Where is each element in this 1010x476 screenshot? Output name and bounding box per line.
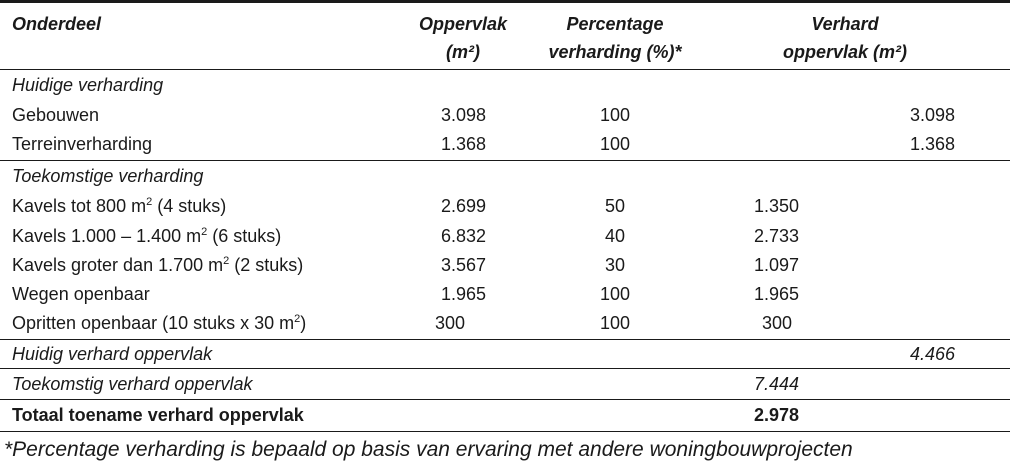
header-rule: [0, 69, 1010, 70]
row-kavels-1000-pct: 40: [604, 226, 626, 246]
row-opritten-paved: 300: [762, 313, 793, 333]
row-wegen-pct: 100: [599, 284, 631, 304]
row-kavels-800-pct: 50: [604, 196, 626, 216]
row-opritten-name: Opritten openbaar (10 stuks x 30 $m^2$): [12, 313, 307, 333]
header-onderdeel: Onderdeel: [12, 14, 102, 34]
totals-rule-2: [0, 368, 1010, 369]
section-title-future: Toekomstige verharding: [12, 166, 204, 186]
footnote: *Percentage verharding is bepaald op basis van ervaring met andere woningbouwprojecten: [4, 438, 853, 461]
row-wegen-paved: 1.965: [754, 284, 800, 304]
row-kavels-1000-area: 6.832: [440, 226, 486, 246]
row-kavels-1700-paved: 1.097: [754, 255, 800, 275]
row-kavels-1700-pct: 30: [604, 255, 626, 275]
row-wegen-name: Wegen openbaar: [12, 284, 150, 304]
header-oppervlak: Oppervlak: [418, 14, 508, 34]
total-future-value: 7.444: [754, 374, 800, 394]
total-current-label: Huidig verhard oppervlak: [12, 344, 213, 364]
total-increase-value: 2.978: [754, 405, 800, 425]
row-opritten-area: 300: [434, 313, 466, 333]
row-kavels-800-name: Kavels tot 800 $m^2$ (4 stuks): [12, 196, 227, 216]
row-terrein-name: Terreinverharding: [12, 134, 153, 154]
header-verhard-unit: oppervlak (m²): [782, 42, 908, 62]
row-terrein-area: 1.368: [440, 134, 486, 154]
row-gebouwen-name: Gebouwen: [12, 105, 100, 125]
table-top-rule: [0, 0, 1010, 3]
total-current-value: 4.466: [909, 344, 955, 364]
row-kavels-1000-name: Kavels 1.000 – 1.400 $m^2$ (6 stuks): [12, 226, 282, 246]
row-wegen-area: 1.965: [440, 284, 486, 304]
row-terrein-paved: 1.368: [909, 134, 955, 154]
row-kavels-800-area: 2.699: [440, 196, 486, 216]
total-future-label: Toekomstig verhard oppervlak: [12, 374, 253, 394]
row-terrein-pct: 100: [599, 134, 631, 154]
section-rule: [0, 160, 1010, 161]
header-percentage: Percentage: [566, 14, 664, 34]
totals-rule-1: [0, 339, 1010, 340]
section-title-current: Huidige verharding: [12, 75, 164, 95]
header-verhard: Verhard: [811, 14, 879, 34]
row-kavels-1700-area: 3.567: [440, 255, 486, 275]
table-bottom-rule: [0, 431, 1010, 432]
header-oppervlak-unit: (m²): [446, 42, 480, 62]
row-gebouwen-pct: 100: [599, 105, 631, 125]
row-kavels-800-paved: 1.350: [754, 196, 800, 216]
total-increase-label: Totaal toename verhard oppervlak: [12, 405, 304, 425]
header-percentage-unit: verharding (%)*: [548, 42, 682, 62]
row-kavels-1000-paved: 2.733: [754, 226, 800, 246]
row-kavels-1700-name: Kavels groter dan 1.700 $m^2$ (2 stuks): [12, 255, 304, 275]
row-gebouwen-paved: 3.098: [909, 105, 955, 125]
row-gebouwen-area: 3.098: [440, 105, 486, 125]
totals-rule-3: [0, 399, 1010, 400]
row-opritten-pct: 100: [599, 313, 631, 333]
